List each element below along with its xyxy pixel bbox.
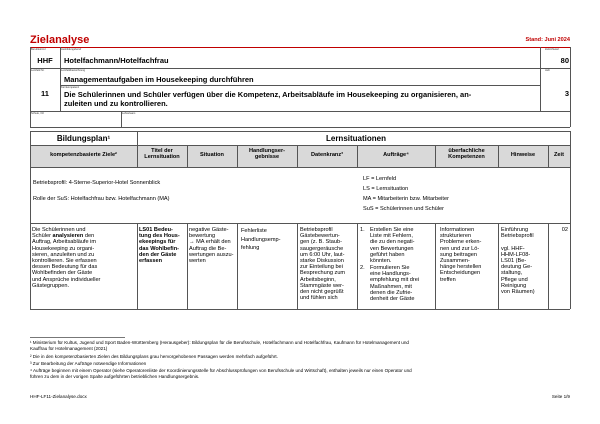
label-ausbildungsberuf: Ausbildungsberuf: [61, 48, 82, 51]
kernkompetenz-text: Die Schülerinnen und Schüler verfügen über die Kompetenz, Arbeitsabläufe im Housekeeping zu organisieren, an- zuleiten und zu kontrollieren.: [64, 90, 472, 108]
footnote-3: ³ Zur Bearbeitung der Aufträge notwendige Informationen: [30, 361, 147, 366]
zeitrichtwert-value: 80: [560, 56, 569, 65]
footnote-2: ² Die in den kompetenzbasierten Zielen des Bildungsplans grau hervorgehobenen Passagen werden mehrfach aufgeführt.: [30, 354, 278, 359]
title-rule: [30, 47, 570, 48]
beruf-name: Hotelfachmann/Hotelfachfrau: [64, 56, 169, 65]
cell-auftrag-2: Formulieren Sie eine Handlungs- empfehlung mit drei Maßnahmen, mit denen die Zufrie- denheit der Gäste: [370, 265, 420, 303]
cell-situation: negative Gäste- bewertung → MA erhält den Auftrag die Be- wertungen auszu- werten: [189, 227, 234, 265]
lernfeld-title: Managementaufgaben im Housekeeping durchführen: [64, 75, 254, 84]
col-kompetenzbasierte-ziele: kompetenzbasierte Ziele²: [50, 152, 117, 158]
lernfeld-nr-value: 11: [41, 89, 49, 98]
label-lernfeldbezeichnung: Lernfeldbezeichnung: [61, 69, 86, 72]
col-auftraege: Aufträge⁴: [383, 152, 409, 158]
legend-ma: MA = Mitarbeiterin bzw. Mitarbeiter: [363, 196, 449, 202]
col-handlungsergebnisse: Handlungser- gebnisse: [248, 148, 286, 161]
bildungsplan-heading: Bildungsplan¹: [56, 134, 111, 143]
label-lernfeld-nr: Lernfeld Nr.: [31, 69, 45, 72]
col-zeit: Zeit: [554, 152, 564, 158]
footer-filename: HHF-LF11-Zielanalyse.docx: [30, 394, 87, 399]
footer-page-number: Seite 1/9: [551, 394, 570, 399]
col-titel: Titel der Lernsituation: [144, 148, 180, 161]
col-hinweise: Hinweise: [510, 152, 536, 158]
legend-ls: LS = Lernsituation: [363, 186, 409, 192]
cell-titel: LS01 Bedeu- tung des Hous- ekeepings für das Wohlbefin- den der Gäste erfassen: [139, 227, 180, 265]
intro-rolle: Rolle der SuS: Hotelfachfrau bzw. Hotelfachmann (MA): [33, 196, 170, 202]
label-berufskuerzel: Berufskürzel: [31, 48, 46, 51]
cell-kompetenzen: Informationen strukturieren Probleme erken- nen und zur Lö- sung beitragen Zusammen- hänge herstellen Entscheidungen treffen: [440, 227, 482, 283]
cell-zeit: 02: [561, 227, 568, 233]
label-zeitrichtwert: Zeitrichtwert: [545, 48, 560, 51]
legend-lf: LF = Lernfeld: [363, 176, 397, 182]
col-kompetenzen: überfachliche Kompetenzen: [448, 148, 485, 161]
cell-datenkranz: Betriebsprofil Gästebewertun- gen (z. B. Staub- saugergeräusche um 6:00 Uhr, laut- starke Diskussion zur Einteilung bei Besprechung zum Arbeitsbeginn, Stammgäste wer- den nicht gegrüßt und fühlen sich: [300, 227, 346, 302]
cell-auftrag-1-number: 1.: [360, 227, 365, 233]
label-lehrerteam: Lehrerteam: [122, 112, 136, 115]
label-schule-ort: Schule, Ort: [31, 112, 44, 115]
col-situation: Situation: [200, 152, 224, 158]
status-date: Stand: Juni 2024: [525, 37, 570, 43]
cell-auftrag-1: Erstellen Sie eine Liste mit Fehlern, die zu den negati- ven Bewertungen geführt haben könnten.: [370, 227, 415, 265]
cell-ergebnisse: Fehlerliste Handlungsemp- fehlung: [241, 228, 281, 251]
footnote-1: ¹ Ministerium für Kultus, Jugend und Sport Baden-Württemberg (Herausgeber): Bildungsplan für die Berufsschule, Hotelfachmann und Hotelfachfrau, Kaufmann für Hotelmanagement und Kauffrau für Hotelmanagement (2021): [30, 340, 409, 351]
label-jahr: Jahr: [545, 69, 551, 72]
cell-auftrag-2-number: 2.: [360, 265, 365, 271]
lernsituationen-heading: Lernsituationen: [325, 134, 386, 143]
col-datenkranz: Datenkranz³: [310, 152, 344, 158]
cell-ziele: Die Schülerinnen und Schüler analysieren den Auftrag, Arbeitsabläufe im Housekeeping zu organi- sieren, anzuleiten und zu kontrollieren. Sie erfassen dessen Bedeutung für das Wohlbefinden der Gäste und Ansprüche individueller Gästegruppen.: [32, 227, 101, 289]
jahr-value: 3: [564, 89, 569, 98]
legend-sus: SuS = Schülerinnen und Schüler: [363, 206, 445, 212]
intro-betriebsprofil: Betriebsprofil: 4-Sterne-Superior-Hotel Sonnenblick: [33, 180, 161, 186]
beruf-kuerzel: HHF: [37, 56, 53, 65]
cell-hinweise: Einführung Betriebsprofil vgl. HHF- HHM-LF08- LS01 (Be- deutung Ge- staltung, Pflege und Reinigung von Räumen): [501, 227, 535, 296]
document-title: Zielanalyse: [30, 34, 90, 46]
footnote-4: ⁴ Aufträge beginnen mit einem Operator (siehe Operatorenliste der Koordinierungsstelle für Abschlussprüfungen von Berufsschule und Wirtschaft), enthalten jeweils nur einen Operator und führen zu dem in der vorigen Spalte aufgeführten betrieblichen Handlungsergebnis.: [30, 368, 412, 379]
label-kernkompetenz: Kernkompetenz: [61, 86, 80, 89]
